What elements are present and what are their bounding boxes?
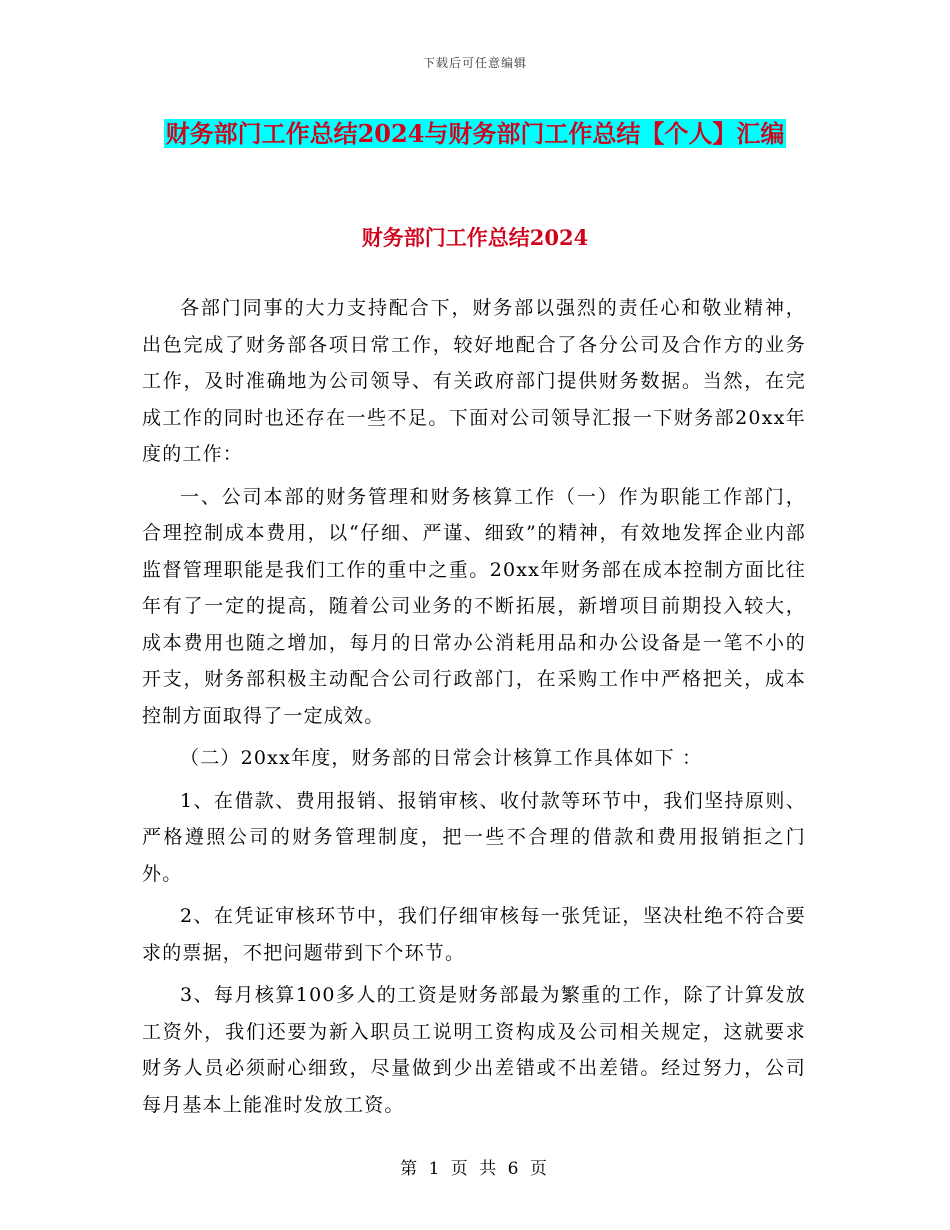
document-title: [140, 112, 810, 156]
page-footer: 第 1 页 共 6 页: [400, 1159, 550, 1179]
paragraph: 各部门同事的大力支持配合下，财务部以强烈的责任心和敬业精神，出色完成了财务部各项日常工作，较好地配合了各分公司及合作方的业务工作，及时准确地为公司领导、有关政府部门提供财务数据。当然，在完成工作的同时也还存在一些不足。下面对公司领导汇报一下财务部20xx年度的工作：: [142, 297, 806, 465]
section-title: 财务部门工作总结2024: [361, 225, 589, 250]
paragraph: 2、在凭证审核环节中，我们仔细审核每一张凭证，坚决杜绝不符合要求的票据，不把问题带到下个环节。: [142, 905, 806, 964]
paragraph: 3、每月核算100多人的工资是财务部最为繁重的工作，除了计算发放工资外，我们还要为新入职员工说明工资构成及公司相关规定，这就要求财务人员必须耐心细致，尽量做到少出差错或不出差错。经过努力，公司每月基本上能准时发放工资。: [142, 984, 806, 1116]
paragraph: 一、公司本部的财务管理和财务核算工作（一）作为职能工作部门，合理控制成本费用，以“仔细、严谨、细致”的精神，有效地发挥企业内部监督管理职能是我们工作的重中之重。20xx年财务部在成本控制方面比往年有了一定的提高，随着公司业务的不断拓展，新增项目前期投入较大，成本费用也随之增加，每月的日常办公消耗用品和办公设备是一笔不小的开支，财务部积极主动配合公司行政部门，在采购工作中严格把关，成本控制方面取得了一定成效。: [142, 485, 806, 727]
document-title-text: 财务部门工作总结2024与财务部门工作总结【个人】汇编: [165, 119, 785, 148]
header-note: 下载后可任意编辑: [422, 56, 527, 70]
paragraph: 1、在借款、费用报销、报销审核、收付款等环节中，我们坚持原则、严格遵照公司的财务管理制度，把一些不合理的借款和费用报销拒之门外。: [142, 789, 806, 885]
body-text: [142, 290, 806, 1129]
paragraph: （二）20xx年度，财务部的日常会计核算工作具体如下 ：: [180, 747, 703, 769]
